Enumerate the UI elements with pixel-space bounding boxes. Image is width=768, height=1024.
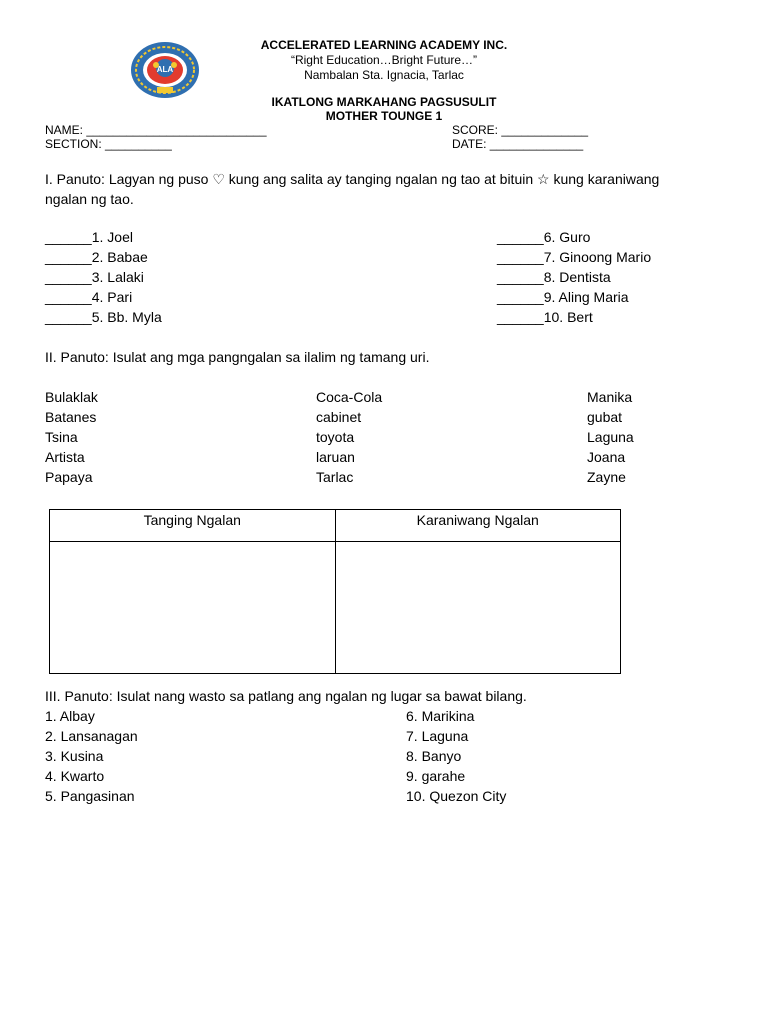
list-item: 1. Albay [45, 708, 95, 724]
name-field: NAME: ___________________________ [45, 123, 267, 137]
word-item: Bulaklak [45, 389, 98, 405]
list-item: 9. garahe [406, 768, 466, 784]
school-name: ACCELERATED LEARNING ACADEMY INC. [260, 38, 508, 52]
date-field: DATE: ______________ [452, 137, 584, 151]
section-field: SECTION: __________ [45, 137, 172, 151]
word-item: cabinet [316, 409, 362, 425]
table-header-tanging: Tanging Ngalan [50, 510, 336, 542]
table-header-karaniwang: Karaniwang Ngalan [335, 510, 621, 542]
list-item: ______7. Ginoong Mario [497, 249, 652, 265]
school-address: Nambalan Sta. Ignacia, Tarlac [304, 68, 464, 82]
list-item: ______10. Bert [497, 309, 593, 325]
word-item: Tarlac [316, 469, 354, 485]
part2-col3 [587, 387, 634, 487]
list-item: ______9. Aling Maria [497, 289, 629, 305]
word-item: gubat [587, 409, 623, 425]
list-item: ______6. Guro [497, 229, 591, 245]
list-item: 10. Quezon City [406, 788, 507, 804]
answer-cell-tanging[interactable] [50, 542, 336, 674]
word-item: Coca-Cola [316, 389, 383, 405]
list-item: ______2. Babae [45, 249, 148, 265]
part1-right-list [497, 227, 651, 327]
list-item: ______1. Joel [45, 229, 133, 245]
answer-cell-karaniwang[interactable] [335, 542, 621, 674]
list-item: 5. Pangasinan [45, 788, 135, 804]
list-item: ______3. Lalaki [45, 269, 144, 285]
word-item: toyota [316, 429, 355, 445]
subject-title: MOTHER TOUNGE 1 [325, 109, 443, 123]
logo-text: ALA [156, 65, 174, 74]
word-item: Artista [45, 449, 85, 465]
school-motto: “Right Education…Bright Future…” [290, 53, 478, 67]
part2-col1 [45, 387, 98, 487]
list-item: 4. Kwarto [45, 768, 105, 784]
word-item: laruan [316, 449, 355, 465]
part1-left-list [45, 227, 162, 327]
list-item: 2. Lansanagan [45, 728, 138, 744]
part3-right-list [406, 706, 506, 806]
word-item: Joana [587, 449, 626, 465]
part1-instruction: I. Panuto: Lagyan ng puso ♡ kung ang salita ay tanging ngalan ng tao at bituin ☆ kung karaniwang ngalan ng tao. [45, 171, 660, 207]
list-item: 8. Banyo [406, 748, 462, 764]
word-item: Manika [587, 389, 633, 405]
part2-col2 [316, 387, 382, 487]
part2-instruction: II. Panuto: Isulat ang mga pangngalan sa ilalim ng tamang uri. [45, 349, 430, 365]
word-item: Papaya [45, 469, 93, 485]
list-item: 3. Kusina [45, 748, 104, 764]
score-field: SCORE: _____________ [452, 123, 589, 137]
classification-table [49, 509, 621, 674]
list-item: ______5. Bb. Myla [45, 309, 162, 325]
list-item: 6. Marikina [406, 708, 475, 724]
part3-instruction: III. Panuto: Isulat nang wasto sa patlang ang ngalan ng lugar sa bawat bilang. [45, 688, 527, 704]
word-item: Laguna [587, 429, 634, 445]
list-item: 7. Laguna [406, 728, 469, 744]
word-item: Tsina [45, 429, 78, 445]
list-item: ______8. Dentista [497, 269, 611, 285]
exam-title: IKATLONG MARKAHANG PAGSUSULIT [271, 95, 497, 109]
word-item: Batanes [45, 409, 97, 425]
word-item: Zayne [587, 469, 626, 485]
list-item: ______4. Pari [45, 289, 133, 305]
part3-left-list [45, 706, 138, 806]
